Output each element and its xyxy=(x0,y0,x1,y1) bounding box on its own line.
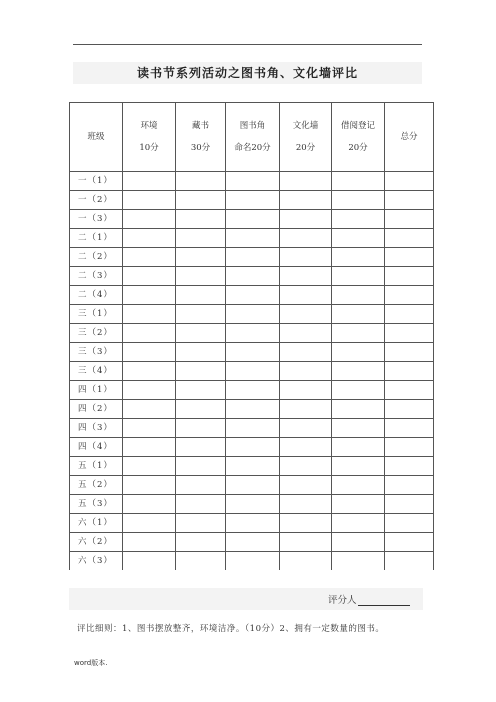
score-cell[interactable] xyxy=(332,324,385,343)
score-cell[interactable] xyxy=(385,305,434,324)
score-cell[interactable] xyxy=(176,533,226,552)
score-cell[interactable] xyxy=(280,191,332,210)
score-cell[interactable] xyxy=(385,324,434,343)
score-cell[interactable] xyxy=(123,495,176,514)
class-label: 五（2） xyxy=(70,476,123,495)
score-cell[interactable] xyxy=(332,457,385,476)
class-label: 四（4） xyxy=(70,438,123,457)
score-cell[interactable] xyxy=(123,400,176,419)
score-cell[interactable] xyxy=(226,476,280,495)
score-cell[interactable] xyxy=(176,457,226,476)
score-cell[interactable] xyxy=(332,533,385,552)
class-label: 一（2） xyxy=(70,191,123,210)
score-cell[interactable] xyxy=(385,457,434,476)
class-label: 一（1） xyxy=(70,172,123,191)
version-note: word版本. xyxy=(74,659,108,667)
score-cell[interactable] xyxy=(176,476,226,495)
score-cell[interactable] xyxy=(385,229,434,248)
score-cell[interactable] xyxy=(123,229,176,248)
score-cell[interactable] xyxy=(226,343,280,362)
score-cell[interactable] xyxy=(226,514,280,533)
score-cell[interactable] xyxy=(226,229,280,248)
score-cell[interactable] xyxy=(123,381,176,400)
table-row xyxy=(70,419,434,438)
col-header-borrow-log: 借阅登记 20分 xyxy=(332,103,385,172)
score-cell[interactable] xyxy=(280,514,332,533)
table-row xyxy=(70,381,434,400)
score-cell[interactable] xyxy=(332,400,385,419)
score-cell[interactable] xyxy=(176,438,226,457)
score-cell[interactable] xyxy=(176,229,226,248)
header-row xyxy=(70,103,434,172)
score-cell[interactable] xyxy=(226,419,280,438)
score-cell[interactable] xyxy=(123,552,176,571)
score-cell[interactable] xyxy=(385,419,434,438)
table-row xyxy=(70,476,434,495)
col-header-book-corner: 图书角 命名20分 xyxy=(226,103,280,172)
score-cell[interactable] xyxy=(123,267,176,286)
score-cell[interactable] xyxy=(226,400,280,419)
reviewer-label: 评分人 xyxy=(328,595,357,606)
score-cell[interactable] xyxy=(280,229,332,248)
score-cell[interactable] xyxy=(226,248,280,267)
score-cell[interactable] xyxy=(385,381,434,400)
score-cell[interactable] xyxy=(332,362,385,381)
table-row xyxy=(70,552,434,571)
score-cell[interactable] xyxy=(385,343,434,362)
class-label: 三（3） xyxy=(70,343,123,362)
score-cell[interactable] xyxy=(226,457,280,476)
score-cell[interactable] xyxy=(385,438,434,457)
class-label: 三（1） xyxy=(70,305,123,324)
class-label: 六（3） xyxy=(70,552,123,571)
score-cell[interactable] xyxy=(280,495,332,514)
score-cell[interactable] xyxy=(123,533,176,552)
score-cell[interactable] xyxy=(123,343,176,362)
score-cell[interactable] xyxy=(332,248,385,267)
score-cell[interactable] xyxy=(385,248,434,267)
score-cell[interactable] xyxy=(123,419,176,438)
scoring-rules: 评比细则：1、图书摆放整齐，环境洁净。（10分）2、拥有一定数量的图书。 xyxy=(77,624,385,634)
reviewer-signature xyxy=(328,592,410,606)
score-cell[interactable] xyxy=(176,343,226,362)
table-row xyxy=(70,438,434,457)
score-cell[interactable] xyxy=(176,210,226,229)
score-cell[interactable] xyxy=(176,248,226,267)
score-cell[interactable] xyxy=(385,286,434,305)
table-row xyxy=(70,229,434,248)
score-cell[interactable] xyxy=(280,476,332,495)
table-row xyxy=(70,305,434,324)
score-cell[interactable] xyxy=(226,172,280,191)
score-cell[interactable] xyxy=(332,343,385,362)
score-cell[interactable] xyxy=(123,438,176,457)
score-cell[interactable] xyxy=(176,191,226,210)
score-cell[interactable] xyxy=(226,210,280,229)
col-header-environment: 环境 10分 xyxy=(123,103,176,172)
score-cell[interactable] xyxy=(385,552,434,571)
table-row xyxy=(70,362,434,381)
class-label: 六（2） xyxy=(70,533,123,552)
table-row xyxy=(70,324,434,343)
score-cell[interactable] xyxy=(123,324,176,343)
class-label: 六（1） xyxy=(70,514,123,533)
table-row xyxy=(70,533,434,552)
table-row xyxy=(70,210,434,229)
score-cell[interactable] xyxy=(385,172,434,191)
score-cell[interactable] xyxy=(123,286,176,305)
score-cell[interactable] xyxy=(123,457,176,476)
score-cell[interactable] xyxy=(123,172,176,191)
score-cell[interactable] xyxy=(226,362,280,381)
score-cell[interactable] xyxy=(332,286,385,305)
score-cell[interactable] xyxy=(280,248,332,267)
table-row xyxy=(70,286,434,305)
table-row xyxy=(70,400,434,419)
table-row xyxy=(70,343,434,362)
score-cell[interactable] xyxy=(332,476,385,495)
table-row xyxy=(70,172,434,191)
score-cell[interactable] xyxy=(332,305,385,324)
reviewer-signature-line[interactable] xyxy=(358,595,410,606)
score-cell[interactable] xyxy=(176,267,226,286)
score-cell[interactable] xyxy=(280,267,332,286)
score-cell[interactable] xyxy=(280,400,332,419)
score-cell[interactable] xyxy=(385,476,434,495)
class-label: 五（1） xyxy=(70,457,123,476)
score-cell[interactable] xyxy=(280,533,332,552)
score-cell[interactable] xyxy=(176,172,226,191)
score-cell[interactable] xyxy=(176,286,226,305)
score-cell[interactable] xyxy=(226,438,280,457)
score-cell[interactable] xyxy=(123,514,176,533)
score-cell[interactable] xyxy=(332,229,385,248)
score-cell[interactable] xyxy=(385,362,434,381)
score-cell[interactable] xyxy=(226,533,280,552)
score-cell[interactable] xyxy=(176,514,226,533)
score-cell[interactable] xyxy=(176,362,226,381)
score-cell[interactable] xyxy=(176,324,226,343)
score-cell[interactable] xyxy=(332,172,385,191)
total-header: 总分 xyxy=(385,103,434,172)
score-cell[interactable] xyxy=(280,362,332,381)
class-label: 三（4） xyxy=(70,362,123,381)
col-header-culture-wall: 文化墙 20分 xyxy=(280,103,332,172)
score-cell[interactable] xyxy=(385,495,434,514)
class-label: 三（2） xyxy=(70,324,123,343)
score-cell[interactable] xyxy=(123,248,176,267)
class-label: 四（3） xyxy=(70,419,123,438)
document-title: 读书节系列活动之图书角、文化墙评比 xyxy=(136,66,358,80)
score-cell[interactable] xyxy=(280,324,332,343)
table-row xyxy=(70,248,434,267)
score-cell[interactable] xyxy=(385,400,434,419)
score-cell[interactable] xyxy=(226,305,280,324)
table-row xyxy=(70,191,434,210)
score-cell[interactable] xyxy=(280,343,332,362)
table-row xyxy=(70,457,434,476)
score-cell[interactable] xyxy=(280,286,332,305)
score-cell[interactable] xyxy=(176,495,226,514)
score-cell[interactable] xyxy=(226,324,280,343)
score-cell[interactable] xyxy=(332,267,385,286)
score-cell[interactable] xyxy=(385,514,434,533)
score-cell[interactable] xyxy=(226,267,280,286)
score-cell[interactable] xyxy=(332,438,385,457)
class-header: 班级 xyxy=(70,103,123,172)
score-cell[interactable] xyxy=(385,267,434,286)
score-cell[interactable] xyxy=(176,400,226,419)
score-cell[interactable] xyxy=(280,457,332,476)
score-cell[interactable] xyxy=(280,210,332,229)
score-cell[interactable] xyxy=(176,381,226,400)
score-cell[interactable] xyxy=(385,191,434,210)
col-header-books: 藏书 30分 xyxy=(176,103,226,172)
score-table xyxy=(69,102,434,570)
score-cell[interactable] xyxy=(332,191,385,210)
score-cell[interactable] xyxy=(123,476,176,495)
class-label: 二（1） xyxy=(70,229,123,248)
header-rule xyxy=(73,44,422,45)
class-label: 二（2） xyxy=(70,248,123,267)
score-cell[interactable] xyxy=(280,438,332,457)
score-cell[interactable] xyxy=(226,191,280,210)
score-cell[interactable] xyxy=(123,362,176,381)
score-cell[interactable] xyxy=(226,495,280,514)
score-cell[interactable] xyxy=(176,419,226,438)
score-cell[interactable] xyxy=(123,210,176,229)
score-cell[interactable] xyxy=(280,305,332,324)
score-cell[interactable] xyxy=(332,552,385,571)
score-cell[interactable] xyxy=(226,381,280,400)
score-cell[interactable] xyxy=(176,305,226,324)
class-label: 四（2） xyxy=(70,400,123,419)
score-cell[interactable] xyxy=(280,172,332,191)
table-row xyxy=(70,495,434,514)
score-cell[interactable] xyxy=(332,514,385,533)
score-cell[interactable] xyxy=(385,533,434,552)
score-cell[interactable] xyxy=(280,381,332,400)
score-cell[interactable] xyxy=(176,552,226,571)
table-row xyxy=(70,267,434,286)
score-cell[interactable] xyxy=(385,210,434,229)
score-cell[interactable] xyxy=(332,419,385,438)
score-cell[interactable] xyxy=(123,305,176,324)
score-cell[interactable] xyxy=(123,191,176,210)
score-cell[interactable] xyxy=(280,419,332,438)
class-label: 二（4） xyxy=(70,286,123,305)
score-cell[interactable] xyxy=(332,495,385,514)
class-label: 二（3） xyxy=(70,267,123,286)
score-cell[interactable] xyxy=(332,210,385,229)
score-cell[interactable] xyxy=(280,552,332,571)
score-cell[interactable] xyxy=(226,552,280,571)
table-row xyxy=(70,514,434,533)
score-cell[interactable] xyxy=(332,381,385,400)
class-label: 五（3） xyxy=(70,495,123,514)
score-cell[interactable] xyxy=(226,286,280,305)
class-label: 四（1） xyxy=(70,381,123,400)
class-label: 一（3） xyxy=(70,210,123,229)
